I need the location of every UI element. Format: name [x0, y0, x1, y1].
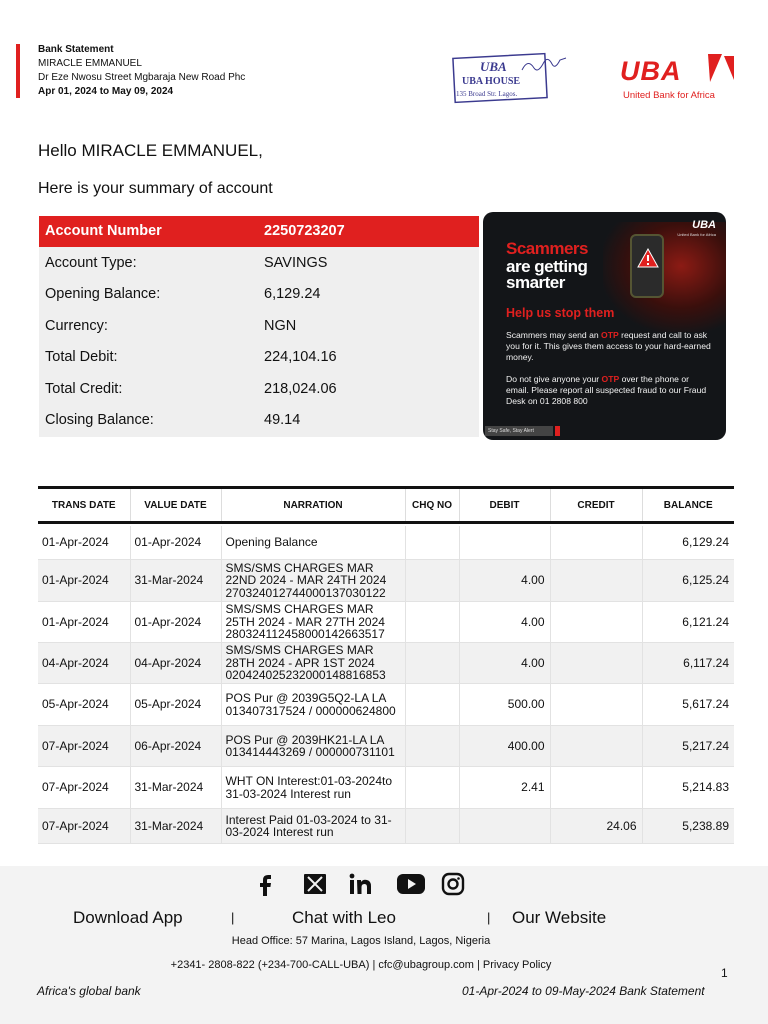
account-type-label: Account Type: [45, 255, 137, 271]
balance: 6,117.24 [642, 643, 734, 684]
col-value-date: VALUE DATE [130, 488, 221, 523]
debit [459, 526, 550, 560]
our-website-link[interactable]: Our Website [512, 908, 607, 927]
table-row [38, 809, 734, 844]
account-number-label: Account Number [45, 223, 162, 239]
chq-no [405, 684, 459, 726]
balance: 6,121.24 [642, 602, 734, 643]
account-type-row [39, 248, 479, 279]
warning-icon [637, 248, 659, 268]
value-date: 31-Mar-2024 [130, 560, 221, 602]
closing-balance-row [39, 405, 479, 436]
uba-logo-mark-icon [700, 52, 736, 84]
table-row [38, 726, 734, 767]
debit: 500.00 [459, 684, 550, 726]
banner-help: Help us stop them [506, 306, 615, 320]
col-credit: CREDIT [550, 488, 642, 523]
balance: 6,125.24 [642, 560, 734, 602]
linkedin-icon[interactable] [348, 871, 374, 897]
closing-balance-label: Closing Balance: [45, 412, 154, 428]
greeting-name: MIRACLE EMMANUEL, [81, 141, 263, 160]
trans-date: 05-Apr-2024 [38, 684, 130, 726]
balance: 5,217.24 [642, 726, 734, 767]
currency-row [39, 311, 479, 342]
table-row [38, 602, 734, 643]
narration: Interest Paid 01-03-2024 to 31-03-2024 Interest run [221, 809, 405, 844]
opening-balance-value: 6,129.24 [264, 286, 321, 302]
summary-title: Here is your summary of account [38, 180, 273, 197]
total-credit-label: Total Credit: [45, 381, 123, 397]
chq-no [405, 602, 459, 643]
credit [550, 767, 642, 809]
chat-with-leo-link[interactable]: Chat with Leo [292, 908, 396, 927]
closing-balance-value: 49.14 [264, 412, 301, 428]
head-office-address: Head Office: 57 Marina, Lagos Island, Lagos, Nigeria [231, 935, 491, 947]
trans-date: 01-Apr-2024 [38, 526, 130, 560]
currency-value: NGN [264, 318, 297, 334]
debit: 2.41 [459, 767, 550, 809]
col-trans-date: TRANS DATE [38, 488, 130, 523]
account-type-value: SAVINGS [264, 255, 328, 271]
table-row [38, 526, 734, 560]
p2-a: Do not give anyone your [506, 374, 602, 384]
logo-subtitle: United Bank for Africa [623, 90, 715, 101]
logo-wordmark: UBA [620, 56, 682, 86]
debit: 4.00 [459, 602, 550, 643]
banner-title-line3: smarter [506, 273, 565, 292]
banner-logo: UBA [692, 219, 716, 231]
greeting [38, 141, 263, 161]
table-row [38, 684, 734, 726]
account-summary [39, 216, 479, 437]
narration: SMS/SMS CHARGES MAR 22ND 2024 - MAR 24TH 2024 27032401274400013703012​2 [221, 560, 405, 602]
total-credit-row [39, 374, 479, 405]
banner-paragraph-1 [506, 330, 711, 363]
trans-date: 07-Apr-2024 [38, 726, 130, 767]
customer-name: MIRACLE EMMANUEL [38, 58, 142, 69]
trans-date: 07-Apr-2024 [38, 809, 130, 844]
p2-b: over the phone or email. Please report all suspected fraud to our Fraud Desk on 01 2808 800 [506, 374, 707, 406]
footer-separator: | [487, 910, 491, 925]
statement-header [38, 43, 368, 99]
chq-no [405, 526, 459, 560]
value-date: 04-Apr-2024 [130, 643, 221, 684]
x-twitter-icon[interactable] [303, 871, 327, 897]
trans-date: 07-Apr-2024 [38, 767, 130, 809]
total-debit-label: Total Debit: [45, 349, 118, 365]
col-narration: NARRATION [221, 488, 405, 523]
doc-title: Bank Statement [38, 44, 114, 55]
instagram-icon[interactable] [441, 871, 465, 897]
value-date: 01-Apr-2024 [130, 526, 221, 560]
customer-address: Dr Eze Nwosu Street Mgbaraja New Road Phc [38, 72, 246, 83]
value-date: 06-Apr-2024 [130, 726, 221, 767]
banner-footer: Stay Safe, Stay Alert [485, 426, 553, 436]
statement-range: 01-Apr-2024 to 09-May-2024 Bank Statement [462, 984, 705, 998]
chq-no [405, 560, 459, 602]
uba-house-stamp [452, 50, 576, 106]
col-chq-no: CHQ NO [405, 488, 459, 523]
total-debit-value: 224,104.16 [264, 349, 337, 365]
total-debit-row [39, 342, 479, 373]
banner-footer-accent [555, 426, 560, 436]
balance: 5,238.89 [642, 809, 734, 844]
credit [550, 684, 642, 726]
value-date: 05-Apr-2024 [130, 684, 221, 726]
trans-date: 01-Apr-2024 [38, 602, 130, 643]
greeting-hello: Hello [38, 141, 77, 160]
narration: WHT ON Interest:01-03-2024to 31-03-2024 Interest run [221, 767, 405, 809]
fraud-awareness-banner[interactable] [483, 212, 726, 440]
chq-no [405, 643, 459, 684]
page-number: 1 [721, 966, 728, 980]
credit: 24.06 [550, 809, 642, 844]
banner-paragraph-2 [506, 374, 711, 407]
contact-line[interactable]: +2341- 2808-822 (+234-700-CALL-UBA) | cfc@ubagroup.com | Privacy Policy [170, 959, 552, 971]
footer-separator: | [231, 910, 235, 925]
p2-otp: OTP [601, 374, 620, 384]
credit [550, 602, 642, 643]
trans-date: 04-Apr-2024 [38, 643, 130, 684]
statement-period: Apr 01, 2024 to May 09, 2024 [38, 86, 174, 97]
banner-title-line2: are getting [506, 257, 588, 276]
download-app-link[interactable]: Download App [73, 908, 183, 927]
p1-a: Scammers may send an [506, 330, 602, 340]
stamp-signature [522, 58, 566, 70]
credit [550, 526, 642, 560]
narration: POS Pur @ 2039HK21-LA LA 013414443269 / 000000731101 [221, 726, 405, 767]
stamp-line1: UBA [480, 59, 507, 74]
debit [459, 809, 550, 844]
col-debit: DEBIT [459, 488, 550, 523]
header-accent-bar [16, 44, 20, 98]
account-number-value: 2250723207 [264, 223, 345, 239]
table-row [38, 560, 734, 602]
value-date: 31-Mar-2024 [130, 767, 221, 809]
opening-balance-row [39, 279, 479, 310]
value-date: 01-Apr-2024 [130, 602, 221, 643]
narration: Opening Balance [221, 526, 405, 560]
facebook-icon[interactable] [255, 871, 277, 897]
balance: 5,617.24 [642, 684, 734, 726]
debit: 400.00 [459, 726, 550, 767]
tagline: Africa's global bank [37, 984, 141, 998]
credit [550, 560, 642, 602]
table-header-row [38, 488, 734, 523]
account-number-row [39, 216, 479, 247]
banner-glow [603, 222, 726, 332]
chq-no [405, 809, 459, 844]
chq-no [405, 767, 459, 809]
balance: 5,214.83 [642, 767, 734, 809]
credit [550, 726, 642, 767]
currency-label: Currency: [45, 318, 108, 334]
value-date: 31-Mar-2024 [130, 809, 221, 844]
opening-balance-label: Opening Balance: [45, 286, 161, 302]
chq-no [405, 726, 459, 767]
debit: 4.00 [459, 643, 550, 684]
debit: 4.00 [459, 560, 550, 602]
balance: 6,129.24 [642, 526, 734, 560]
table-row [38, 643, 734, 684]
transactions-table [38, 486, 734, 844]
stamp-line3: 135 Broad Str. Lagos. [456, 90, 518, 98]
uba-logo [620, 52, 740, 104]
p1-b: request and call to ask you for it. This gives them access to your hard-earned money. [506, 330, 711, 362]
stamp-line2: UBA HOUSE [462, 76, 521, 87]
narration: SMS/SMS CHARGES MAR 25TH 2024 - MAR 27TH 2024 28032411245800014266351​7 [221, 602, 405, 643]
col-balance: BALANCE [642, 488, 734, 523]
narration: SMS/SMS CHARGES MAR 28TH 2024 - APR 1ST 2024 02042402523200014881685​3 [221, 643, 405, 684]
banner-logo-sub: United Bank for Africa [677, 232, 716, 237]
p1-otp: OTP [601, 330, 619, 340]
trans-date: 01-Apr-2024 [38, 560, 130, 602]
narration: POS Pur @ 2039G5Q2-LA LA 013407317524 / 000000624800 [221, 684, 405, 726]
total-credit-value: 218,024.06 [264, 381, 337, 397]
banner-title-line1: Scammers [506, 239, 589, 258]
youtube-icon[interactable] [396, 871, 426, 897]
table-row [38, 767, 734, 809]
credit [550, 643, 642, 684]
